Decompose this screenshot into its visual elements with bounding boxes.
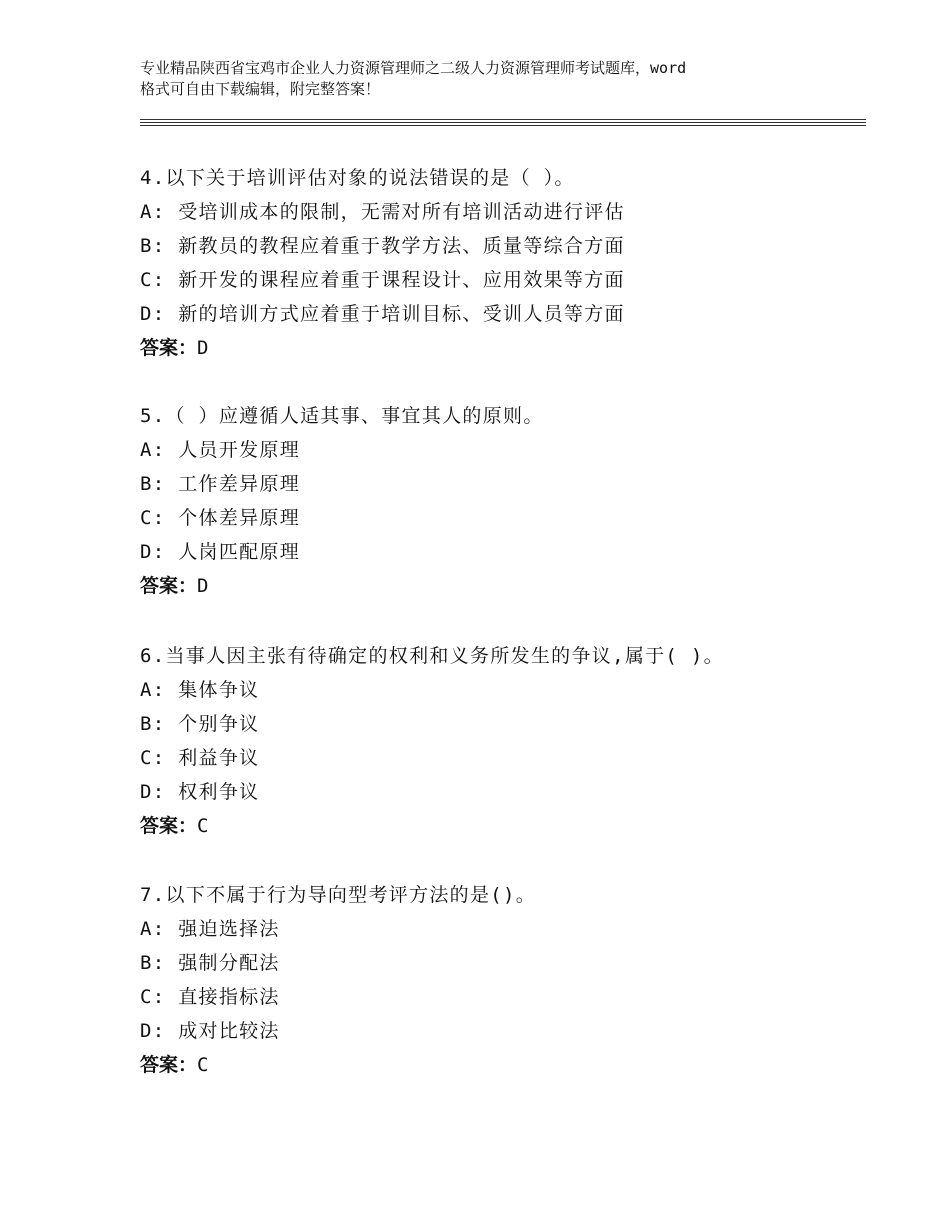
question-stem: 4.以下关于培训评估对象的说法错误的是（ ）。 bbox=[140, 167, 575, 189]
answer-value: C bbox=[197, 1054, 209, 1076]
option-c: C: 利益争议 bbox=[140, 747, 260, 769]
option-c: C: 新开发的课程应着重于课程设计、应用效果等方面 bbox=[140, 269, 625, 291]
answer-label: 答案： bbox=[140, 1054, 198, 1076]
header-divider-bottom bbox=[140, 125, 866, 126]
option-a: A: 集体争议 bbox=[140, 679, 260, 701]
option-b: B: 个别争议 bbox=[140, 713, 260, 735]
answer-label: 答案： bbox=[140, 815, 198, 837]
header-divider-middle bbox=[140, 122, 866, 123]
answer-value: C bbox=[197, 815, 209, 837]
option-d: D: 成对比较法 bbox=[140, 1020, 280, 1042]
option-d: D: 人岗匹配原理 bbox=[140, 541, 301, 563]
answer-line bbox=[140, 569, 860, 603]
option-c: C: 直接指标法 bbox=[140, 986, 280, 1008]
document-header bbox=[140, 58, 830, 100]
option-d: D: 新的培训方式应着重于培训目标、受训人员等方面 bbox=[140, 303, 625, 325]
option-b: B: 新教员的教程应着重于教学方法、质量等综合方面 bbox=[140, 235, 625, 257]
answer-value: D bbox=[197, 337, 209, 359]
answer-line bbox=[140, 809, 860, 843]
answer-label: 答案： bbox=[140, 337, 198, 359]
answer-value: D bbox=[197, 575, 209, 597]
header-title-line-2: 格式可自由下载编辑，附完整答案！ bbox=[140, 80, 381, 98]
question-block bbox=[140, 399, 860, 603]
option-a: A: 强迫选择法 bbox=[140, 918, 280, 940]
option-d: D: 权利争议 bbox=[140, 781, 260, 803]
question-block bbox=[140, 161, 860, 365]
option-a: A: 受培训成本的限制，无需对所有培训活动进行评估 bbox=[140, 201, 625, 223]
question-stem: 5.（ ）应遵循人适其事、事宜其人的原则。 bbox=[140, 405, 544, 427]
option-a: A: 人员开发原理 bbox=[140, 439, 301, 461]
option-c: C: 个体差异原理 bbox=[140, 507, 301, 529]
option-b: B: 工作差异原理 bbox=[140, 473, 301, 495]
option-b: B: 强制分配法 bbox=[140, 952, 280, 974]
answer-line bbox=[140, 1048, 860, 1082]
answer-label: 答案： bbox=[140, 575, 198, 597]
question-block bbox=[140, 639, 860, 843]
answer-line bbox=[140, 331, 860, 365]
question-stem: 7.以下不属于行为导向型考评方法的是()。 bbox=[140, 884, 537, 906]
question-block bbox=[140, 878, 860, 1082]
header-title-line-1: 专业精品陕西省宝鸡市企业人力资源管理师之二级人力资源管理师考试题库，word bbox=[140, 59, 687, 77]
header-divider-top bbox=[140, 119, 866, 120]
question-stem: 6.当事人因主张有待确定的权利和义务所发生的争议,属于( )。 bbox=[140, 645, 724, 667]
